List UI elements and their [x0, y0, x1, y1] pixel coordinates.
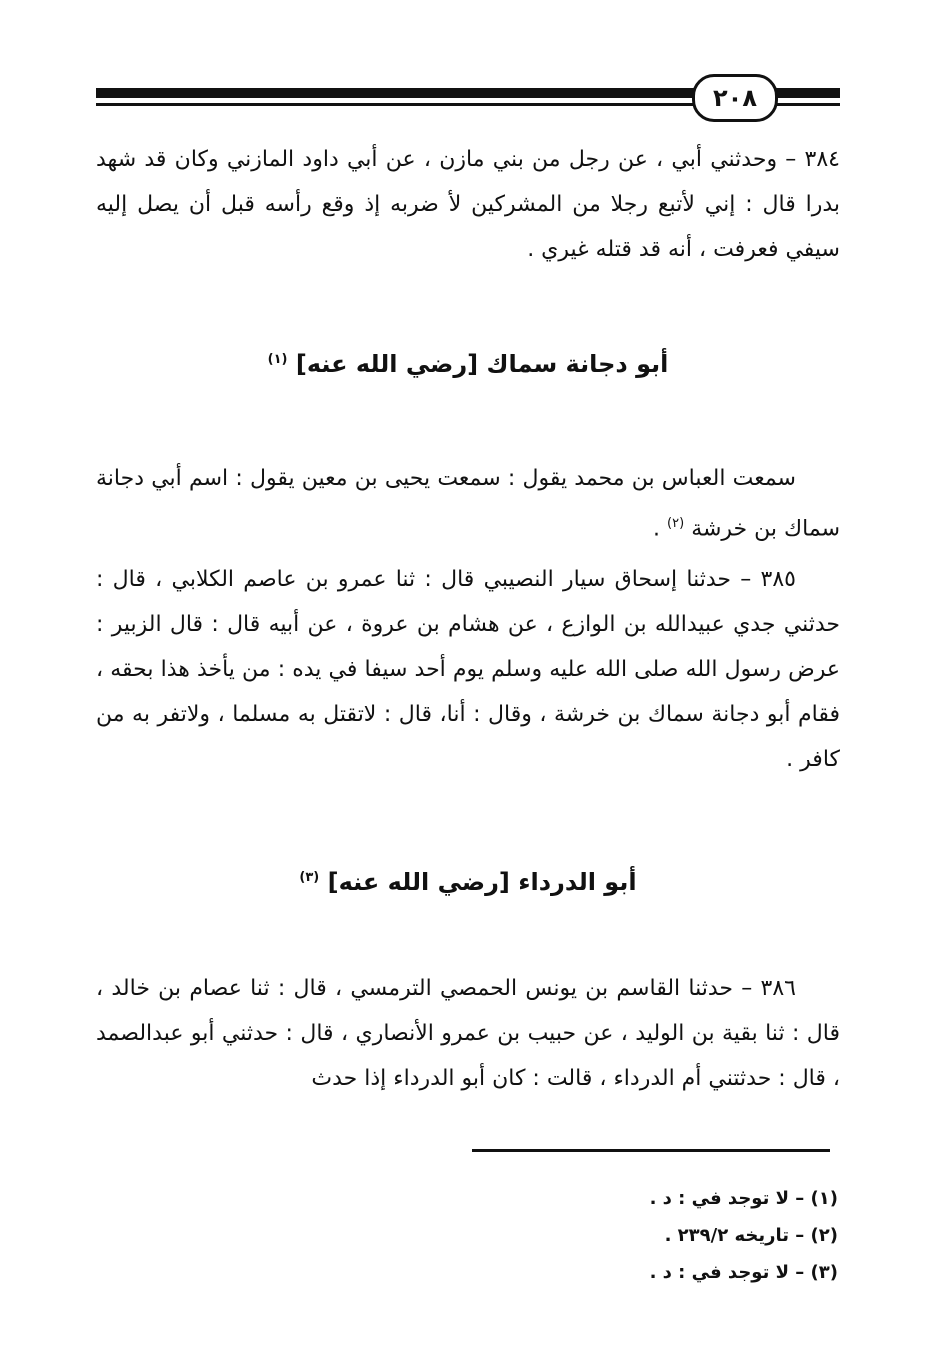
heading-abu-darda: [96, 868, 840, 896]
footnote-3: (٣) – لا توجد في : د .: [649, 1262, 838, 1283]
paragraph-intro: [96, 456, 840, 551]
paragraph-384: ٣٨٤ – وحدثني أبي ، عن رجل من بني مازن ، عن أبي داود المازني وكان قد شهد بدرا قال : إني لأتبع رجلا من المشركين لأ ضربه إذ وقع رأسه قبل أن يصل إليه سيفي فعرفت ، أنه قد قتله غيري .: [96, 147, 840, 262]
footnote-rule: [472, 1149, 830, 1152]
paragraph-intro-text: سمعت العباس بن محمد يقول : سمعت يحيى بن معين يقول : اسم أبي دجانة سماك بن خرشة: [96, 466, 840, 542]
footnote-2: (٢) – تاريخه ٢٣٩/٢ .: [664, 1225, 838, 1246]
footnote-ref-3: (٣): [299, 870, 320, 885]
heading-abu-dujana: [96, 350, 840, 378]
paragraph-385: ٣٨٥ – حدثنا إسحاق سيار النصيبي قال : ثنا عمرو بن عاصم الكلابي ، قال : حدثني جدي عبيدالله بن الوازع ، عن هشام بن عروة ، عن أبيه قال : قال الزبير : عرض رسول الله صلى الله عليه وسلم يوم أحد سيفا في يده : من يأخذ هذا بحقه ، فقام أبو دجانة سماك بن خرشة ، وقال : أنا، قال : لاتقتل به مسلما ، ولاتفر به من كافر .: [96, 567, 840, 772]
page-header: [96, 74, 840, 130]
footnotes: [96, 1180, 838, 1291]
footnote-ref-2: (٢): [667, 516, 685, 531]
paragraph-intro-end: .: [653, 516, 668, 542]
page-number: ٢٠٨: [692, 74, 778, 122]
footnote-ref-1: (١): [267, 352, 288, 367]
heading-abu-darda-text: أبو الدرداء [رضي الله عنه]: [327, 868, 637, 896]
footnote-1: (١) – لا توجد في : د .: [649, 1188, 838, 1209]
paragraph-386: ٣٨٦ – حدثنا القاسم بن يونس الحمصي الترمسي ، قال : ثنا عصام بن خالد ، قال : ثنا بقية بن الوليد ، عن حبيب بن عمرو الأنصاري ، قال : حدثني أبو عبدالصمد ، قال : حدثتني أم الدرداء ، قالت : كان أبو الدرداء إذا حدث: [96, 976, 840, 1091]
heading-abu-dujana-text: أبو دجانة سماك [رضي الله عنه]: [295, 350, 669, 378]
